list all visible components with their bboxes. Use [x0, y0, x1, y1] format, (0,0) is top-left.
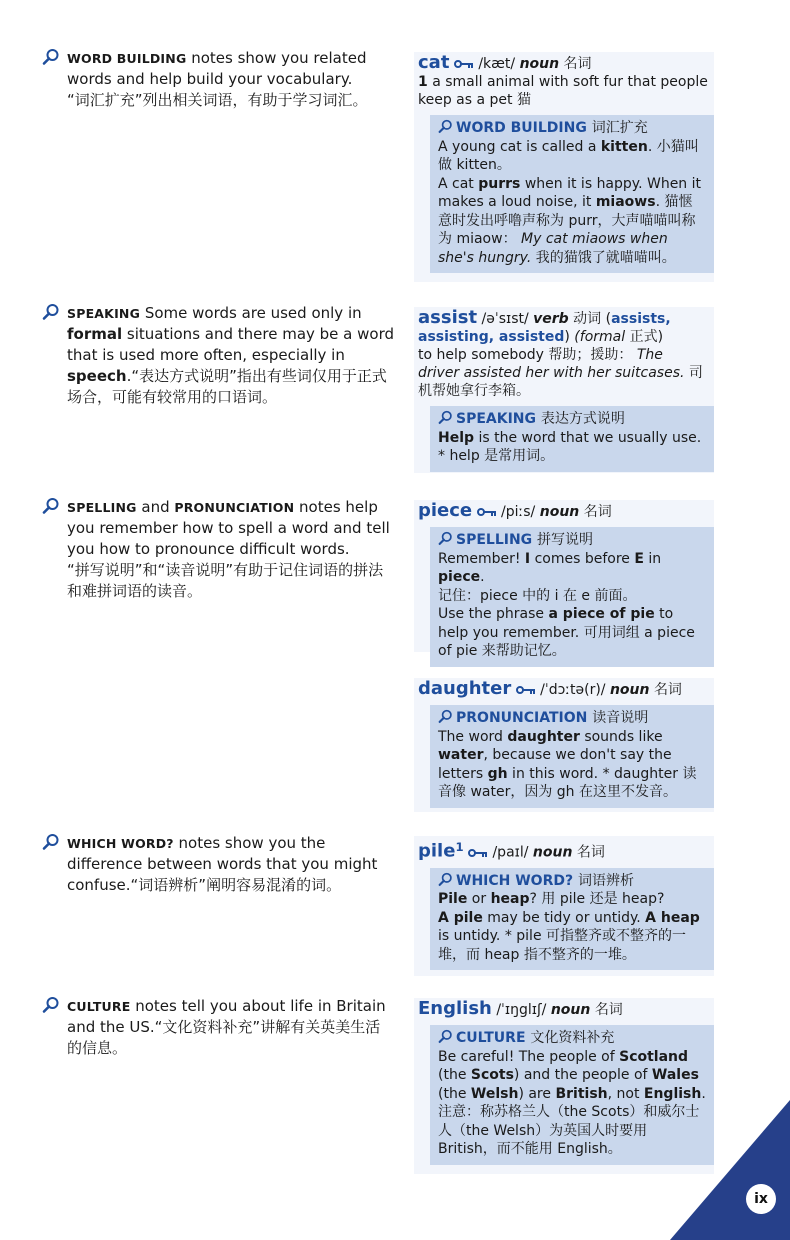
headword: pile: [418, 840, 456, 862]
corner-triangle: [670, 1100, 790, 1240]
headword: English: [418, 998, 492, 1019]
example: The driver assisted her with her suitcases.: [418, 347, 685, 381]
magnifier-icon: [438, 410, 453, 425]
magnifier-icon: [438, 119, 453, 134]
pronunciation: /ˈɪŋglɪʃ/: [496, 1002, 547, 1018]
sense-number: 1: [418, 74, 428, 90]
inflections: assists, assisting, assisted: [418, 311, 671, 345]
entry-assist: [414, 307, 714, 473]
pronunciation-box: PRONUNCIATION 读音说明 The word daughter sounds like water, because we don't say the letters gh in this word. * daughter 读音像 water，因为 gh 在这里不发音。: [430, 705, 714, 808]
note-word-building: WORD BUILDING notes show you related words and help build your vocabulary. “词汇扩充”列出相关词语，有助于学习词汇。: [42, 48, 394, 111]
definition: to help somebody 帮助；援助：: [418, 347, 637, 363]
headword: cat: [418, 52, 450, 73]
magnifier-icon: [42, 48, 60, 66]
note-speaking: SPEAKING Some words are used only in formal situations and there may be a word that is used more often, especially in speech.“表达方式说明”指出有些词仅用于正式场合，可能有较常用的口语词。: [42, 303, 394, 408]
part-of-speech: noun: [532, 844, 573, 861]
magnifier-icon: [438, 531, 453, 546]
entry-pile: [414, 836, 714, 976]
entry-english: [414, 998, 714, 1174]
note-which-word: WHICH WORD? notes show you the difference between words that you might confuse.“词语辨析”阐明容易混淆的词。: [42, 833, 394, 896]
speaking-box: SPEAKING 表达方式说明 Help is the word that we usually use. * help 是常用词。: [430, 406, 714, 472]
entry-head: assist /əˈsɪst/ verb 动词 (assists, assisting, assisted) (formal 正式) to help somebody 帮助；援助： The driver assisted her with her suitcases. 司机帮她拿行李箱。: [418, 307, 703, 399]
magnifier-icon: [438, 709, 453, 724]
word-building-box: WORD BUILDING 词汇扩充 A young cat is called a kitten. 小猫叫做 kitten。 A cat purrs when it is happy. When it makes a loud noise, it miaows. 猫惬意时发出呼噜声称为 purr，大声喵喵叫称为 miaow： My cat miaows when she's hungry. 我的猫饿了就喵喵叫。: [430, 115, 714, 273]
part-of-speech: noun: [519, 56, 560, 72]
headword: daughter: [418, 678, 512, 699]
magnifier-icon: [42, 996, 60, 1014]
entry-piece: [414, 500, 714, 659]
part-of-speech: noun: [539, 504, 580, 520]
note-tag: WORD BUILDING: [67, 51, 187, 66]
key-icon: [454, 59, 474, 69]
entry-cat: [414, 52, 714, 282]
pronunciation: /paɪl/: [492, 844, 529, 861]
entry-head: daughter /ˈdɔːtə(r)/ noun 名词: [418, 678, 682, 699]
note-chinese: “文化资料补充”讲解有关英美生活的信息。: [67, 1018, 381, 1057]
note-chinese: “词语辨析”阐明容易混淆的词。: [130, 876, 342, 894]
headword: assist: [418, 307, 478, 328]
entry-daughter: [414, 678, 714, 812]
note-chinese: “拼写说明”和“读音说明”有助于记住词语的拼法和难拼词语的读音。: [67, 561, 384, 600]
pronunciation: /ˈdɔːtə(r)/: [540, 682, 606, 698]
note-chinese: “表达方式说明”指出有些词仅用于正式场合，可能有较常用的口语词。: [67, 367, 387, 406]
key-icon: [516, 685, 536, 695]
magnifier-icon: [42, 833, 60, 851]
entry-head: piece /piːs/ noun 名词: [418, 500, 612, 521]
culture-box: CULTURE 文化资料补充 Be careful! The people of Scotland (the Scots) and the people of Wales (the Welsh) are British, not English. 注意：称苏格兰人（the Scots）和威尔士人（the Welsh）为英国人时要用 British，而不能用 English。: [430, 1025, 714, 1165]
headword: piece: [418, 500, 473, 521]
definition: a small animal with soft fur that people keep as a pet 猫: [418, 74, 708, 108]
entry-head: English /ˈɪŋglɪʃ/ noun 名词: [418, 998, 623, 1019]
part-of-speech: noun: [609, 682, 650, 698]
pronunciation: /kæt/: [478, 56, 516, 72]
key-icon: [468, 848, 488, 858]
entry-head: pile$^1$ /paɪl/ noun 名词: [418, 840, 605, 862]
part-of-speech: verb: [533, 311, 569, 327]
magnifier-icon: [438, 1029, 453, 1044]
note-tag: SPEAKING: [67, 306, 141, 321]
part-of-speech: noun: [550, 1002, 591, 1018]
page-number: ix: [746, 1184, 776, 1214]
pronunciation: /piːs/: [501, 504, 536, 520]
key-icon: [477, 507, 497, 517]
homograph-number: 1: [455, 840, 464, 854]
which-word-box: WHICH WORD? 词语辨析 Pile or heap? 用 pile 还是 heap? A pile may be tidy or untidy. A heap is untidy. * pile 可指整齐或不整齐的一堆，而 heap 指不整齐的一堆。: [430, 868, 714, 971]
magnifier-icon: [438, 872, 453, 887]
entry-head: cat /kæt/ noun 名词 1 a small animal with soft fur that people keep as a pet 猫: [418, 52, 708, 108]
note-culture: CULTURE notes tell you about life in Britain and the US.“文化资料补充”讲解有关英美生活的信息。: [42, 996, 394, 1059]
magnifier-icon: [42, 303, 60, 321]
note-spelling-pronunciation: SPELLING and PRONUNCIATION notes help you remember how to spell a word and tell you how to pronounce difficult words. “拼写说明”和“读音说明”有助于记住词语的拼法和难拼词语的读音。: [42, 497, 394, 602]
note-tag: WHICH WORD?: [67, 836, 174, 851]
pronunciation: /əˈsɪst/: [481, 311, 529, 327]
note-chinese: “词汇扩充”列出相关词语，有助于学习词汇。: [67, 91, 368, 109]
note-tag: CULTURE: [67, 999, 131, 1014]
magnifier-icon: [42, 497, 60, 515]
spelling-box: SPELLING 拼写说明 Remember! I comes before E in piece. 记住：piece 中的 i 在 e 前面。 Use the phrase a piece of pie to help you remember. 可用词组 a piece of pie 来帮助记忆。: [430, 527, 714, 667]
note-tag: SPELLING: [67, 500, 137, 515]
